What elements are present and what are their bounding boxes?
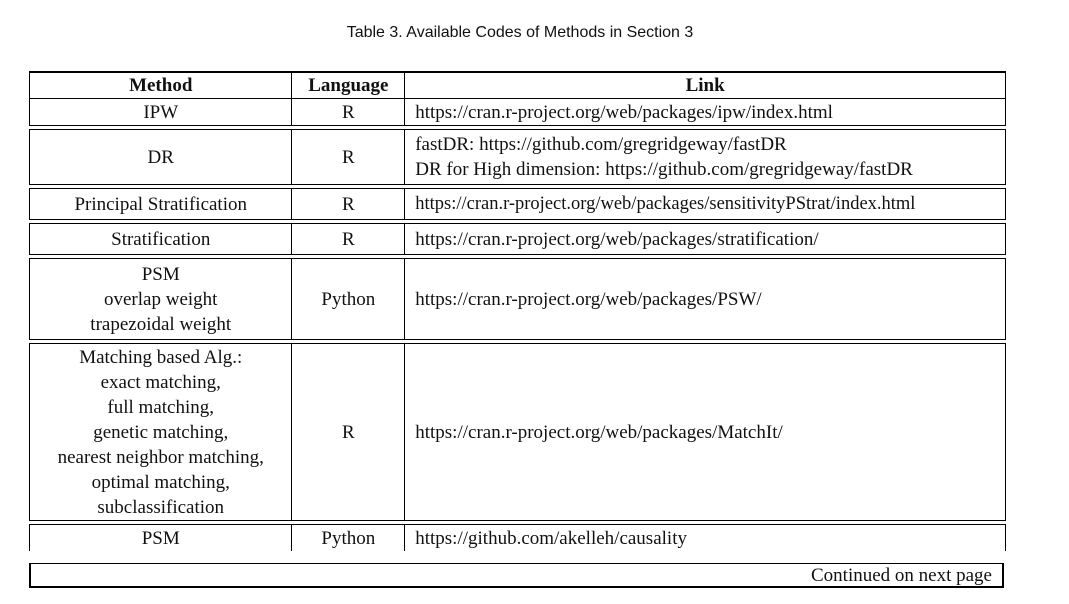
package-link[interactable]: https://cran.r-project.org/web/packages/stratification/	[415, 228, 819, 250]
link-cell	[404, 189, 1005, 219]
method-cell: IPW	[143, 101, 179, 123]
table-row	[29, 224, 1006, 255]
table-row	[29, 130, 1006, 185]
package-link[interactable]: https://cran.r-project.org/web/packages/ipw/index.html	[415, 101, 833, 123]
link-cell	[404, 130, 1005, 184]
method-cell: Matching based Alg.: exact matching, full matching, genetic matching, nearest neighbor matching, optimal matching, subclassification	[57, 346, 264, 518]
method-cell: Principal Stratification	[74, 193, 247, 215]
table-caption: Table 3. Available Codes of Methods in Section 3	[346, 24, 694, 41]
table-header-row	[29, 71, 1006, 99]
package-link[interactable]: https://cran.r-project.org/web/packages/PSW/	[415, 288, 762, 310]
package-link[interactable]: https://cran.r-project.org/web/packages/sensitivityPStrat/index.html	[415, 193, 916, 214]
package-link[interactable]: fastDR: https://github.com/gregridgeway/fastDR	[415, 134, 787, 155]
language-cell: R	[291, 99, 404, 125]
continued-footer: Continued on next page	[29, 563, 1004, 588]
table-row	[29, 99, 1006, 126]
method-cell: PSM overlap weight trapezoidal weight	[90, 263, 232, 335]
table-row	[29, 259, 1006, 340]
package-link[interactable]: DR for High dimension: https://github.com/gregridgeway/fastDR	[415, 159, 913, 180]
header-language: Language	[291, 73, 404, 98]
link-cell	[404, 99, 1005, 125]
language-cell: R	[291, 224, 404, 254]
link-cell	[404, 259, 1005, 339]
link-cell	[404, 224, 1005, 254]
language-cell: R	[291, 189, 404, 219]
language-cell: R	[291, 130, 404, 184]
table-row	[29, 344, 1006, 521]
table-row	[29, 189, 1006, 220]
language-cell: Python	[291, 525, 404, 551]
methods-table	[29, 71, 1006, 551]
header-link: Link	[404, 73, 1005, 98]
table-row	[29, 525, 1006, 551]
header-method: Method	[129, 75, 193, 96]
method-cell: Stratification	[111, 228, 211, 250]
method-cell: PSM	[141, 527, 180, 549]
language-cell: Python	[291, 259, 404, 339]
language-cell: R	[291, 344, 404, 520]
link-cell	[404, 344, 1005, 520]
link-cell	[404, 525, 1005, 551]
package-link[interactable]: https://cran.r-project.org/web/packages/MatchIt/	[415, 421, 783, 443]
package-link[interactable]: https://github.com/akelleh/causality	[415, 527, 687, 549]
method-cell: DR	[147, 146, 174, 168]
